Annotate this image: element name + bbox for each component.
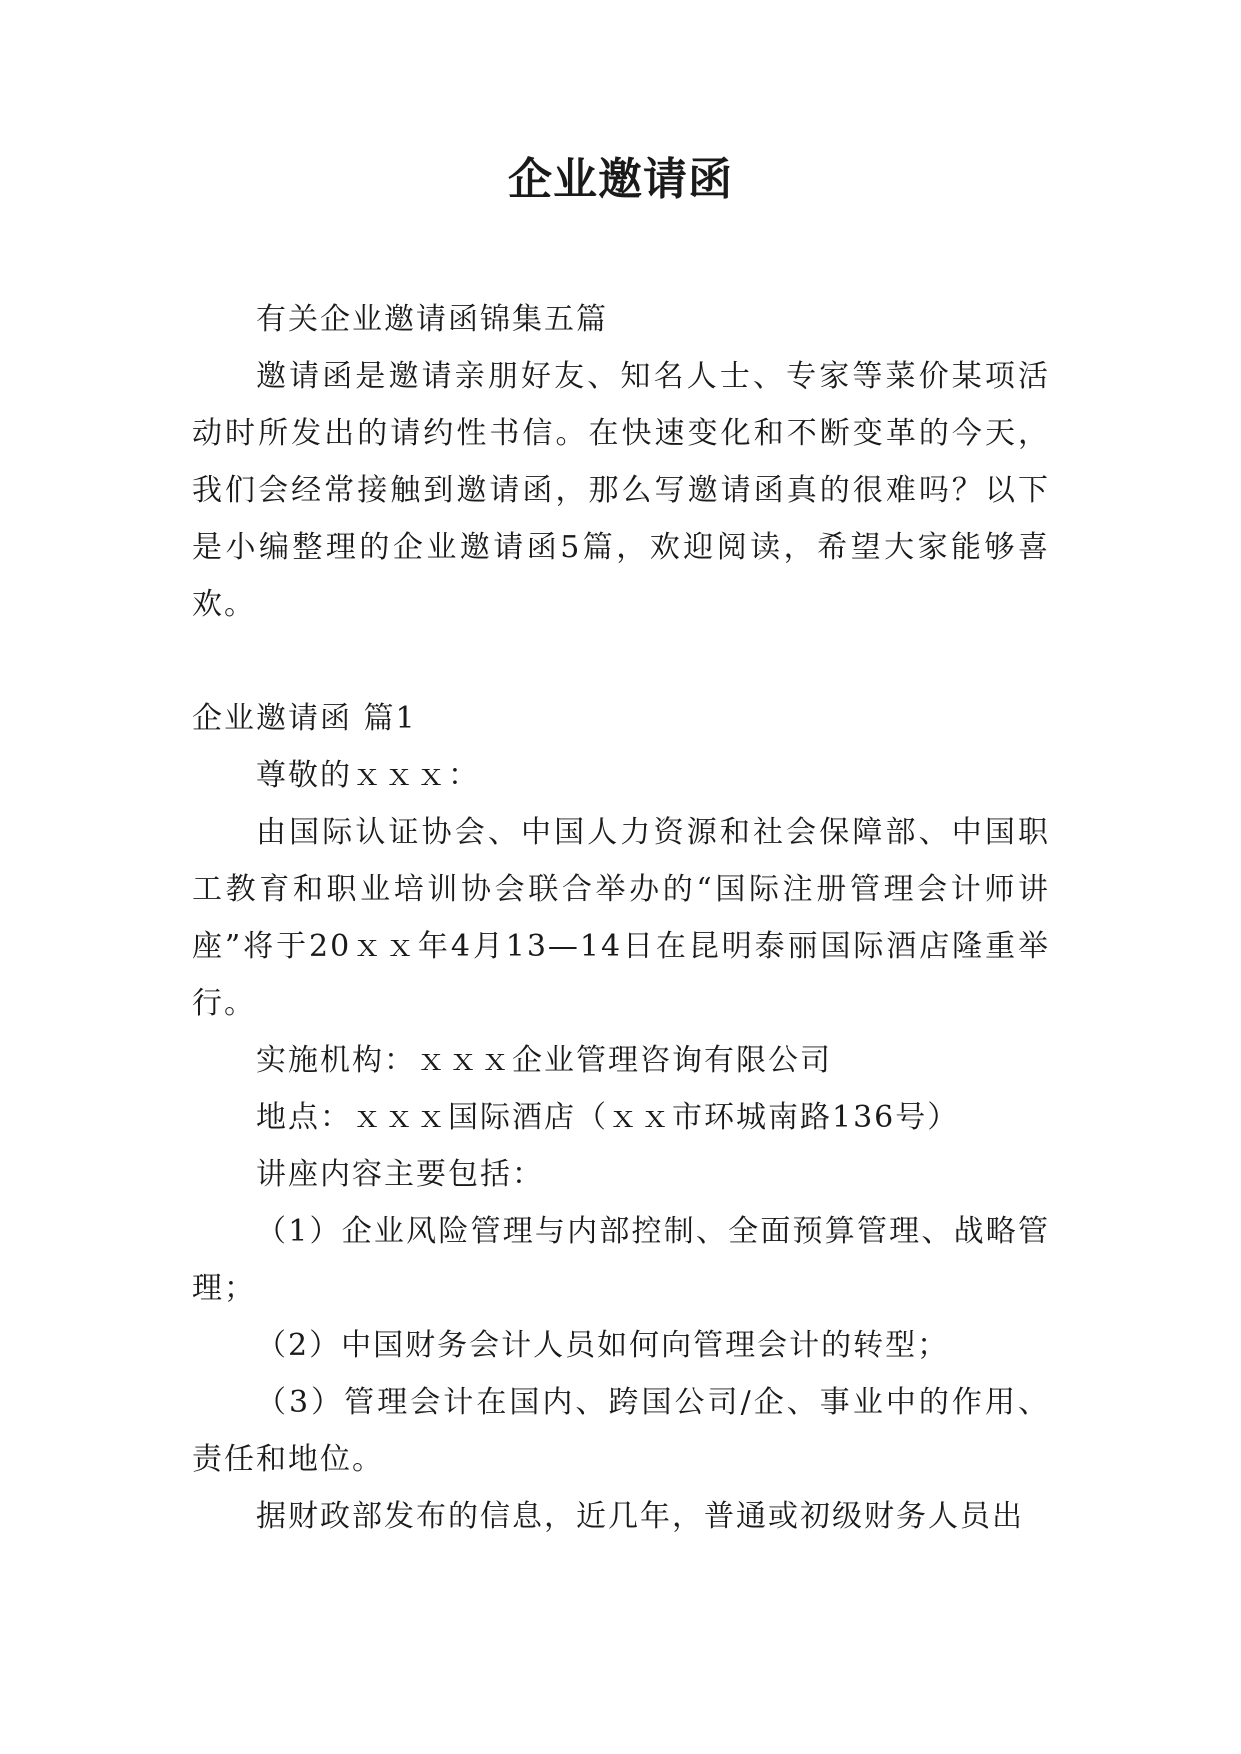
salutation: 尊敬的ｘｘｘ：: [256, 758, 480, 793]
list-item: （2）中国财务会计人员如何向管理会计的转型；: [256, 1328, 950, 1363]
section-title: 企业邀请函 篇1: [192, 701, 417, 736]
organizer-line: 实施机构：ｘｘｘ企业管理咨询有限公司: [256, 1043, 832, 1078]
paragraph-event: 由国际认证协会、中国人力资源和社会保障部、中国职工教育和职业培训协会联合举办的“国际注册管理会计师讲座”将于20ｘｘ年4月13—14日在昆明泰丽国际酒店隆重举行。: [192, 815, 1050, 1021]
list-item: （1）企业风险管理与内部控制、全面预算管理、战略管理；: [192, 1214, 1050, 1306]
intro-paragraph: 邀请函是邀请亲朋好友、知名人士、专家等菜价某项活动时所发出的请约性书信。在快速变化和不断变革的今天，我们会经常接触到邀请函，那么写邀请函真的很难吗？以下是小编整理的企业邀请函5篇，欢迎阅读，希望大家能够喜欢。: [192, 359, 1050, 622]
content-heading: 讲座内容主要包括：: [256, 1157, 544, 1192]
list-item: （3）管理会计在国内、跨国公司/企、事业中的作用、责任和地位。: [192, 1385, 1050, 1477]
document-body: [192, 291, 1050, 1545]
paragraph-finance: 据财政部发布的信息，近几年，普通或初级财务人员出: [256, 1499, 1024, 1534]
location-line: 地点：ｘｘｘ国际酒店（ｘｘ市环城南路136号）: [256, 1100, 960, 1135]
blank-line: [192, 633, 1050, 690]
intro-heading: 有关企业邀请函锦集五篇: [256, 302, 608, 337]
document-title: 企业邀请函: [508, 154, 733, 205]
